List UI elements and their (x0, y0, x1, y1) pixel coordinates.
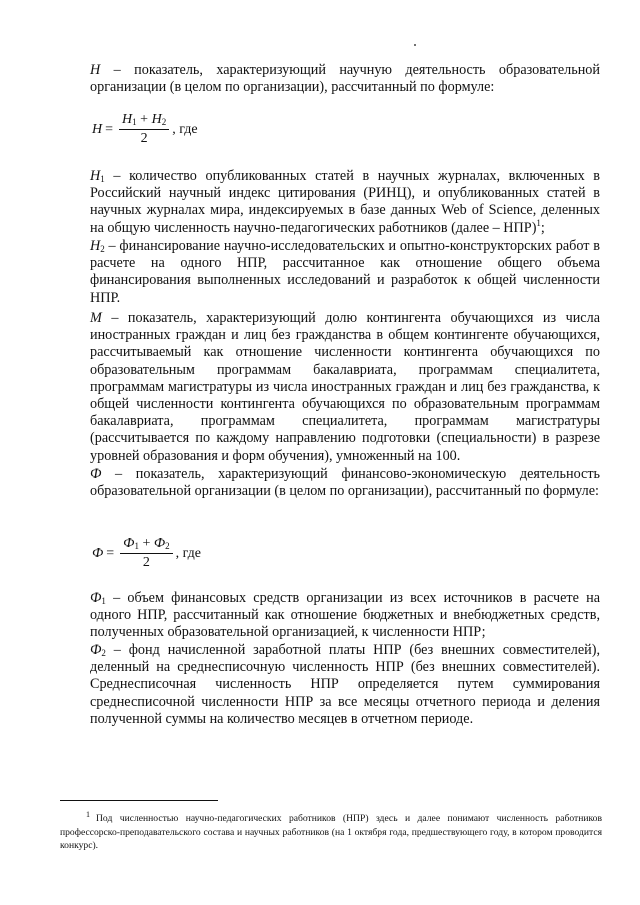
symbol-h2: Н (90, 238, 101, 254)
formula-h (92, 112, 198, 147)
symbol-f1: Ф (90, 590, 102, 606)
footnote (60, 808, 602, 853)
text-f2-definition: – фонд начисленной заработной платы НПР (без внешних совместителей), деленный на среднесписочную численность НПР (без внешних совместителей). Среднесписочная численность НПР определяется путем суммирования среднесписочной численности НПР за все месяцы отчетного периода и деления полученной суммы на количество месяцев в отчетном периоде. (90, 642, 600, 727)
paragraph-f-definition (90, 466, 600, 500)
paragraph-f1-definition: $Ф_1$ – объем финансовых средств организации из всех источников в расчете на одного НПР, рассчитанный как отношение бюджетных и внебюджетных средств, полученных образовательной организацией, к численности НПР; (90, 590, 600, 641)
paragraph-h-definition (90, 62, 600, 96)
formula-f (92, 536, 201, 571)
paragraph-m-definition (90, 310, 600, 465)
footnote-ref: 1 (536, 217, 541, 228)
formula-h-numerator: $Н_1 + Н_2$ (119, 112, 169, 130)
footnote-mark: 1 (86, 810, 90, 819)
text-f1-definition: – объем финансовых средств организации из всех источников в расчете на одного НПР, рассчитанный как отношение бюджетных и внебюджетных средств, полученных образовательной организацией, к численности НПР; (90, 590, 600, 641)
text-h1-definition: – количество опубликованных статей в научных журналах, включенных в Российский научный индекс цитирования (РИНЦ), и опубликованных статей в научных журналах мира, индексируемых в базе данных Web of Science, деленных на общую численность научно-педагогических работников (далее – НПР) (90, 168, 600, 236)
formula-f-lhs: Ф (92, 545, 104, 561)
formula-f-fraction (120, 536, 172, 571)
symbol-f: Ф (90, 466, 102, 482)
symbol-h1: Н (90, 168, 101, 184)
scan-speck (414, 44, 416, 46)
formula-f-numerator: $Ф_1 + Ф_2$ (120, 536, 172, 554)
symbol-h: Н (90, 62, 101, 78)
paragraph-h2-definition: $Н_2$ – финансирование научно-исследовательских и опытно-конструкторских работ в расчете на одного НПР, рассчитанное как отношение общего объема финансирования выполненных исследований и разработок к общей численности НПР. (90, 238, 600, 306)
text-h-definition: – показатель, характеризующий научную деятельность образовательной организации (в целом по организации), рассчитанный по формуле: (90, 62, 600, 96)
symbol-f2: Ф (90, 642, 102, 658)
formula-f-equals: = (106, 545, 115, 561)
formula-h-fraction (119, 112, 169, 147)
formula-f-denominator: 2 (142, 555, 150, 570)
text-m-definition: – показатель, характеризующий долю контингента обучающихся из числа иностранных граждан и лиц без гражданства в общем контингенте обучающихся, рассчитываемый как отношение численности контингента обучающихся по образовательным программам бакалавриата, программам специалитета, программам магистратуры из числа иностранных граждан и лиц без гражданства, к общей численности контингента обучающихся по образовательным программам бакалавриата, программам специалитета, программам магистратуры (рассчитывается по каждому направлению подготовки (специальности) в разрезе уровней образования и форм обучения), умноженный на 100. (90, 310, 600, 464)
formula-f-tail: , где (175, 545, 201, 561)
text-h2-definition: – финансирование научно-исследовательских и опытно-конструкторских работ в расчете на одного НПР, рассчитанное как отношение общего объема финансирования выполненных исследований и разработок к общей численности НПР. (90, 238, 600, 306)
paragraph-f2-definition: $Ф_2$ – фонд начисленной заработной платы НПР (без внешних совместителей), деленный на среднесписочную численность НПР (без внешних совместителей). Среднесписочная численность НПР определяется путем суммирования среднесписочной численности НПР за все месяцы отчетного периода и деления полученной суммы на количество месяцев в отчетном периоде. (90, 642, 600, 727)
footnote-text: Под численностью научно-педагогических работников (НПР) здесь и далее понимают численность работников профессорско-преподавательского состава и научных работников (на 1 октября года, предшествующего году, в котором проводится конкурс). (60, 813, 602, 851)
footnote-separator (60, 800, 218, 801)
symbol-m: М (90, 310, 102, 326)
text-f-definition: – показатель, характеризующий финансово-экономическую деятельность образовательной организации (в целом по организации), рассчитанный по формуле: (90, 466, 600, 500)
formula-h-lhs: Н (92, 121, 103, 137)
paragraph-h1-definition: $Н_1$ – количество опубликованных статей в научных журналах, включенных в Российский научный индекс цитирования (РИНЦ), и опубликованных статей в научных журналах мира, индексируемых в базе данных Web of Science, деленных на общую численность научно-педагогических работников (далее – НПР)$^1$; (90, 168, 600, 236)
formula-h-denominator: 2 (140, 131, 148, 146)
formula-h-tail: , где (172, 121, 198, 137)
formula-h-equals: = (105, 121, 114, 137)
